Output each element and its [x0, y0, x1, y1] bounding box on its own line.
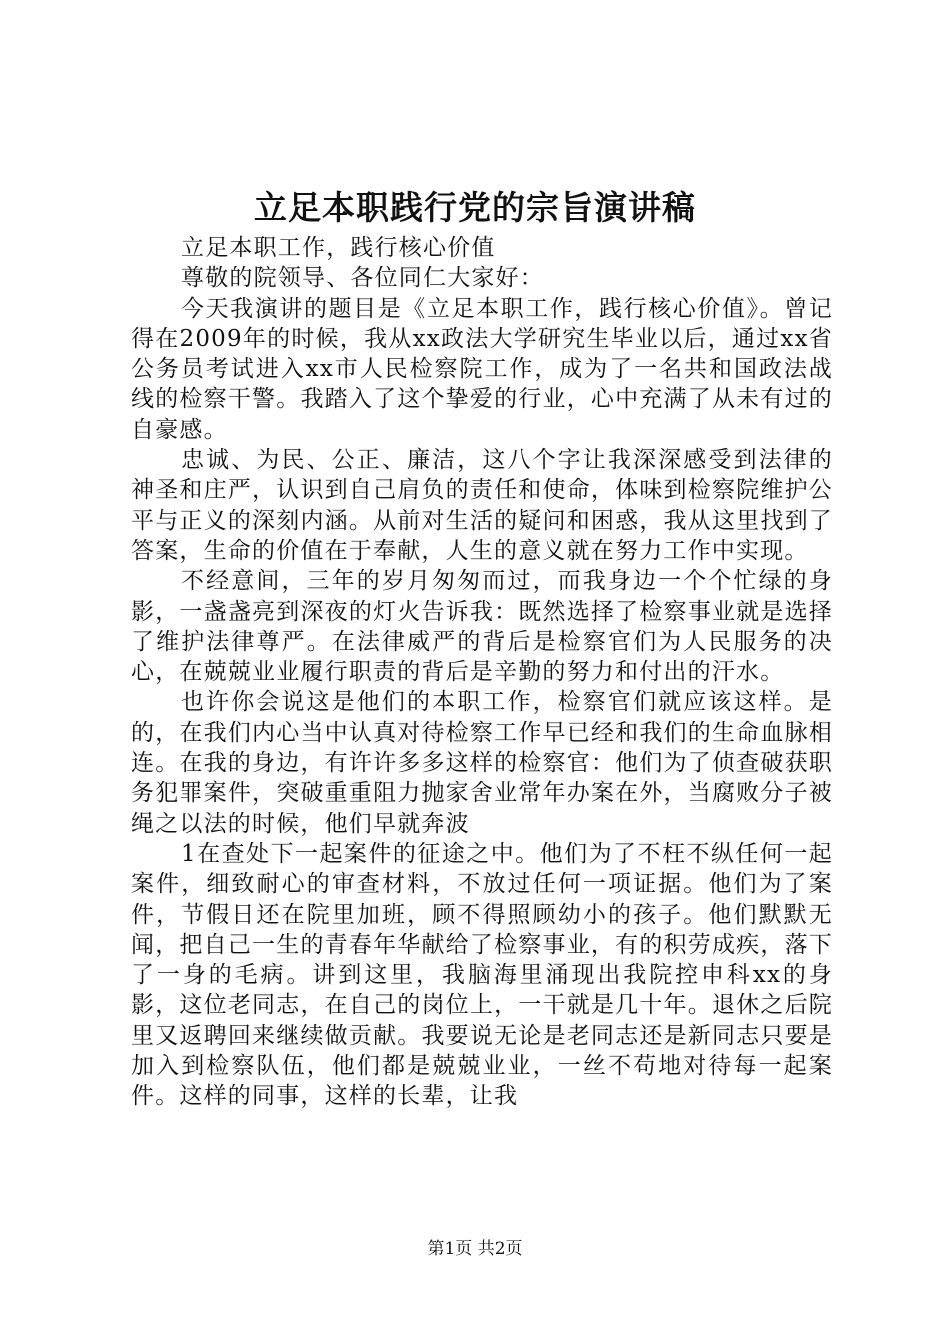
paragraph-subtitle: 立足本职工作，践行核心价值: [181, 235, 496, 261]
paragraph-2: 忠诚、为民、公正、廉洁，这八个字让我深深感受到法律的神圣和庄严，认识到自己肩负的责任和使命，体味到检察院维护公平与正义的深刻内涵。从前对生活的疑问和困惑，我从这里找到了答案，生命的价值在于奉献，人生的意义就在努力工作中实现。: [131, 447, 833, 564]
paragraph-5: 1在查处下一起案件的征途之中。他们为了不枉不纵任何一起案件，细致耐心的审查材料，不放过任何一项证据。他们为了案件，节假日还在院里加班，顾不得照顾幼小的孩子。他们默默无闻，把自己一生的青春年华献给了检察事业，有的积劳成疾，落下了一身的毛病。讲到这里，我脑海里涌现出我院控申科xx的身影，这位老同志，在自己的岗位上，一干就是几十年。退休之后院里又返聘回来继续做贡献。我要说无论是老同志还是新同志只要是加入到检察队伍，他们都是兢兢业业，一丝不苟地对待每一起案件。这样的同事，这样的长辈，让我: [131, 840, 833, 1110]
page-footer: 第1页 共2页: [427, 1239, 523, 1259]
paragraph-3: 不经意间，三年的岁月匆匆而过，而我身边一个个忙绿的身影，一盏盏亮到深夜的灯火告诉我：既然选择了检察事业就是选择了维护法律尊严。在法律威严的背后是检察官们为人民服务的决心，在兢兢业业履行职责的背后是辛勤的努力和付出的汗水。: [131, 568, 833, 686]
document-body: [131, 233, 833, 1112]
paragraph-4: 也许你会说这是他们的本职工作，检察官们就应该这样。是的，在我们内心当中认真对待检察工作早已经和我们的生命血脉相连。在我的身边，有许许多多这样的检察官：他们为了侦查破获职务犯罪案件，突破重重阻力抛家舍业常年办案在外，当腐败分子被绳之以法的时候，他们早就奔波: [131, 689, 833, 837]
document-title: 立足本职践行党的宗旨演讲稿: [254, 188, 696, 227]
paragraph-1: 今天我演讲的题目是《立足本职工作，践行核心价值》。曾记得在2009年的时候，我从xx政法大学研究生毕业以后，通过xx省公务员考试进入xx市人民检察院工作，成为了一名共和国政法战线的检察干警。我踏入了这个挚爱的行业，心中充满了从未有过的自豪感。: [131, 295, 833, 443]
paragraph-greeting: 尊敬的院领导、各位同仁大家好：: [181, 265, 544, 292]
